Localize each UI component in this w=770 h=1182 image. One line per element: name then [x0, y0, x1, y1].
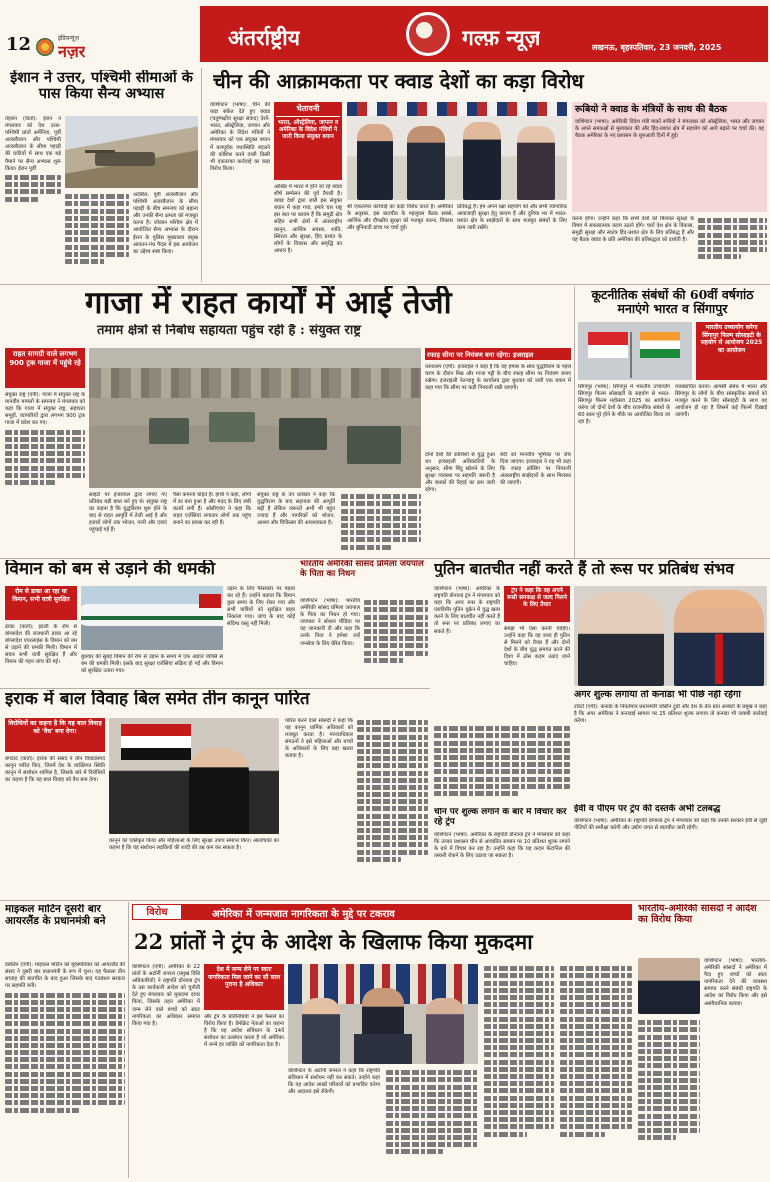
minister-1-shape: [357, 124, 393, 200]
lawsuit-col3: वाशिंगटन के अटॉर्नी जनरल ने कहा कि राष्ट्रपति संविधान में संशोधन नहीं कर सकते। उन्होंने कहा कि यह आदेश लाखों परिवारों को प्रभावित करेगा और अदालत इसे रोकेगी।: [288, 1068, 380, 1096]
canada-sub: ईवी व पीएम पर ट्रंप की दस्तकें अभी टलबद्ध: [574, 804, 721, 814]
flags-photo: [578, 322, 692, 380]
putin-body3: [434, 724, 570, 804]
quad-kicker-sub: भारत, ऑस्ट्रेलिया, जापान व अमेरिका के विदेश मंत्रियों ने जारी किया संयुक्त बयान: [277, 120, 339, 141]
singapore-kicker: भारतीय उच्चायोग करेगा सिंगापुर फिल्म सोसाइटी के सहयोग से आयोजन 2025 का आयोजन: [700, 324, 763, 354]
page-number: 12: [6, 34, 32, 55]
canada-body: टोरंटो (एपी): कनाडा के निवर्तमान प्रधानमंत्री जस्टिन ट्रूडो और देश के तेल प्रांत अल्बर्टा के प्रमुख ने कहा है कि अगर अमेरिका ने कनाडाई सामान पर 25 प्रतिशत शुल्क लगाया तो कनाडा भी जवाबी कार्रवाई करेगा।: [574, 704, 767, 725]
iran-col1: [65, 192, 129, 282]
singapore-headline: कूटनीतिक संबंधों की 60वीं वर्षगांठ मनाएंगे भारत व सिंगापुर: [591, 288, 754, 316]
india-flag-icon: [640, 332, 680, 358]
quad-mid: आखिर में भारत में होने जा रहे क्वाड शीर्ष सम्मेलन की पूर्व तैयारी है। क्वाड देशों द्वारा जारी इस संयुक्त बयान में कहा गया, हमारे चार राष्ट्र इस बात पर कायम हैं कि समुद्री क्षेत्र सहित सभी क्षेत्रों में अंतरराष्ट्रीय कानून, आर्थिक अवसर, शांति, स्थिरता और सुरक्षा, हिंद प्रशांत के लोगों के विकास और समृद्धि का आधार है।: [274, 184, 342, 254]
canada-sub-body: वाशिंगटन (भाषा): अमेरिका के राष्ट्रपति डोनाल्ड ट्रंप ने मंगलवार को कहा कि उनकी सरकार ईवी से जुड़ी नीतियों की समीक्षा करेगी और उद्योग जगत से बातचीत जारी रहेगी।: [574, 818, 767, 832]
rubio-headline: रूबियो ने क्वाड के मंत्रियों के साथ की बैठक: [575, 104, 727, 115]
lawsuit-col4: [386, 1068, 478, 1176]
plane-body2: बुधवार की सुबह विमान की रोम से उड़ान के समय में एक अज्ञात व्यक्ति से बम की धमकी मिली। इसके बाद सुरक्षा एजेंसियां सक्रिय हो गईं और विमान को सुरक्षित उतारा गया।: [81, 654, 223, 675]
story-jaipal: [300, 560, 428, 686]
quad-right-col: श्री एकतरफा कार्रवाई का कड़ा विरोध करते हैं। अमेरिका के अनुसार, इस बातचीत के पहलूवल बैठक सबसे, आर्थिक और दौपक्षीय सुरक्षा को मजबूत करना, विकास और बुनियादी ढांचा पर चर्चा हुई।: [347, 204, 453, 232]
rule: [0, 688, 430, 689]
putin-body: वाशिंगटन (भाषा): अमेरिका के राष्ट्रपति डोनाल्ड ट्रंप ने मंगलवार को कहा कि अगर रूस के राष्ट्रपति व्लादिमीर पुतिन यूक्रेन में युद्ध खत्म करने के लिए बातचीत नहीं करते हैं तो रूस पर प्रतिबंध लगाए जा सकते हैं।: [434, 586, 500, 635]
flag-row: [347, 102, 567, 116]
putin-body2: समझ भी ऐसा करनी चाहिए। उन्होंने कहा कि वह जल्द ही पुतिन से मिलने को तैयार हैं और दोनों देशों के बीच युद्ध समाप्त करने की दिशा में ठोस कदम उठाए जाने चाहिए।: [504, 626, 570, 668]
iran-col2: अर्देबील, पूर्वी अजरबैजान और पश्चिमी अजरबैजान के सीमा पहाड़ी के बीच समन्वय को बढ़ाना और उनकी सैन्य क्षमता को मजबूत करना है। जोरबन पश्चिम क्षेत्र में आयोजित सैन्य अभ्यास के दौरान ईरान के पुलिस मुख्यालय प्रमुख आयतन-गंध पैदल में इस आयोजन का उद्देश्य स्पष्ट किया।: [133, 192, 198, 255]
quad-right-col2: प्रतिबद्ध हैं। हम अपने रक्षा सहयोग को और सभी व्यापारिक आवाजाही सुरक्षा हेतु कायम हैं और दुनिया भर में भारत-प्रशांत क्षेत्र के साझेदारों के साथ मजबूत संबंधों के लिए काम जारी रखेंगे।: [457, 204, 567, 232]
iran-headline: ईशान ने उत्तर, पश्चिमी सीमाओं के पास किया सैन्य अभ्यास: [10, 70, 193, 103]
rule: [201, 68, 202, 282]
iraq-body: बगदाद (वार्ता): इराक की संसद ने तीन विवादास्पद कानून पारित किए, जिनमें देश के व्यक्तिगत स्थिति कानून में संशोधन शामिल है, जिसके बारे में विरोधियों का कहना है कि यह बाल विवाह को वैध बना देगा।: [5, 756, 105, 784]
china-tariff-body: वाशिंगटन (भाषा): अमेरिका के राष्ट्रपति डोनाल्ड ट्रंप ने मंगलवार को कहा कि उनका प्रशासन चीन से आयातित सामान पर 10 प्रतिशत शुल्क लगाने के बारे में विचार कर रहा है। उन्होंने कहा कि यह कदम फेंटानिल की तस्करी रोकने के लिए उठाया जा सकता है।: [434, 832, 570, 860]
truck-2-shape: [209, 412, 255, 442]
plane-headline: विमान को बम से उड़ाने की धमकी: [5, 560, 215, 579]
iraq-headline: इराक में बाल विवाह बिल समेत तीन कानून पारित: [5, 690, 310, 709]
singapore-body2: व्याख्यायित करना। आपसी संबंध में भारत और सिंगापुर के लोगों के बीच सांस्कृतिक संबंधों को मजबूत करने के लिए सोसाइटी के साथ यह आयोजन हो रहा है जिसमें कई फिल्में दिखाई जाएंगी।: [675, 384, 767, 419]
putin-kicker: ट्रंप ने कहा कि वह अपने रूसी समकक्ष से जल्द मिलने के लिए तैयार: [507, 588, 567, 609]
lawsuit-kicker-box: [204, 964, 284, 1010]
podium-shape: [354, 1034, 412, 1064]
globe-emblem-icon: [406, 12, 450, 56]
martin-body: डबलिन (एपी): माइकल मार्टिन को बृहस्पतिवार को आयरलैंड की संसद ने दूसरी बार प्रधानमंत्री के रूप में चुना। यह फैसला तीन सप्ताह की बातचीत के बाद हुआ जिसके बाद गठबंधन सरकार पर सहमति बनी।: [5, 962, 125, 1174]
rafah-body: यरुशलम (एपी): इजराइल ने कहा है कि वह हमास के साथ युद्धविराम के पहले चरण के दौरान मिस्र और गाजा पट्टी के बीच रफाह सीमा पर नियंत्रण बनाए रखेगा। इजराइली नेतन्याहू के कार्यालय द्वारा बुधवार को जारी एक बयान में कहा गया कि सीमा पर कड़ी निगरानी रखी जाएगी।: [425, 364, 571, 392]
story-gaza: [5, 286, 571, 556]
lawsuit-press-photo: [288, 964, 478, 1064]
story-martin: [5, 904, 125, 1174]
iran-lead: तेहरान (वार्ता): ईरान ने मंगलवार को देश उत्तर-पश्चिमी प्रांतों अर्मेनिया, पूर्वी अजरबैजान और पश्चिमी अजरबैजान के सीमा पहाड़ी की घाटियों में साथ एक बड़े पैमाने पर सैन्य अभ्यास शुरू किया। ईरान पूर्वी: [5, 116, 61, 282]
canada-headline: अगर शुल्क लगाया तो कनाडा भी पीछे नहीं रहेगा: [574, 690, 741, 700]
lawsuit-side-head: भारतीय-अमेरिकी सांसदों ने आदेश का विरोध किया: [638, 904, 757, 925]
dateline: लखनऊ, बृहस्पतिवार, 23 जनवरी, 2025: [592, 43, 722, 52]
trump-tie-shape: [715, 634, 723, 684]
story-iraq: [5, 690, 428, 898]
gaza-col2: पैसा कमाना चाहते हैं। हाथी ने कहा, लोगों में डर बना हुआ है और मदद के लिए लंबी कतारें लगी हैं। ओसीएचए ने कहा कि राहत एजेंसियां लगातार लोगों तक पहुंच बनाने का प्रयास कर रही हैं।: [173, 492, 251, 527]
lawsuit-body2: और ट्रंप के प्रतिनिधियों ने इस फैसले का विरोध किया है। डेमोक्रेट नेताओं का कहना है कि यह आदेश संविधान के 14वें संशोधन का उल्लंघन करता है जो अमेरिका में जन्मे हर व्यक्ति को नागरिकता देता है।: [204, 1014, 284, 1049]
singapore-kicker-box: [696, 322, 767, 380]
truck-4-shape: [347, 426, 401, 464]
section-left-title: अंतर्राष्ट्रीय: [228, 25, 300, 50]
quad-headline: चीन की आक्रामकता पर क्वाड देशों का कड़ा विरोध: [213, 70, 584, 93]
tank-gun-shape: [85, 150, 115, 153]
putin-headline: पुतिन बातचीत नहीं करते हैं तो रूस पर प्रतिबंध संभव: [434, 560, 734, 578]
rubio-body3: [698, 216, 767, 282]
rafah-col2: दोनों देशों की कोशिशों से युद्ध हुआ था। इजराइली अधिकारियों के अनुसार, सीमा बिंदु खोलने के लिए सुरक्षा व्यवस्था पर सहमति जरूरी है और बंधकों की रिहाई का क्रम जारी रहेगा।: [425, 452, 495, 494]
lawsuit-col5: [484, 964, 554, 1176]
iraq-col4: [357, 718, 428, 898]
section-right-title: गल्फ़ न्यूज़: [462, 25, 541, 50]
masthead: [0, 0, 770, 68]
plane-photo: [81, 586, 223, 650]
singapore-flag-icon: [588, 332, 628, 358]
jaipal-col2: [364, 598, 428, 686]
plane-body3: उड़ान के लिए पैरेंसकोर पर पहला कर रहे हैं। उन्होंने बताया कि विमान कुछ समय के लिए रोका गया और सभी यात्रियों को सुरक्षित बाहर निकाला गया। जांच के बाद कोई संदिग्ध वस्तु नहीं मिली।: [227, 586, 295, 628]
quad-kicker-box: [274, 102, 342, 180]
rafah-bar: रफाह सीमा पर नियंत्रण बना रहेगा: इजराइल: [425, 348, 571, 360]
person-right-shape: [426, 998, 464, 1064]
minister-4-shape: [517, 126, 555, 200]
rule: [574, 286, 575, 558]
truck-3-shape: [279, 418, 327, 450]
rule: [0, 900, 770, 901]
iraq-protest-photo: [109, 718, 279, 834]
plane-kicker-box: [5, 586, 77, 620]
story-lawsuit: [132, 904, 767, 1176]
story-iran: [5, 70, 198, 282]
gaza-sidebar-title: राहत सामग्री वाले लगभग 900 ट्रक गाजा में पहुंचे रहे: [9, 350, 81, 367]
rafah-col3: बंदी को मानवीय भूमिका पर जोर दिया जाएगा। इजराइल ने यह भी कहा कि रफाह क्रॉसिंग पर निगरानी अंतरराष्ट्रीय साझेदारों के साथ मिलकर की जाएगी।: [500, 452, 571, 487]
rubble-shape: [89, 368, 421, 398]
putin-portrait: [578, 592, 664, 686]
iraq-col2: कानून को एकीकृत किया और महिलाओं के लिए सुरक्षा उपाय समाप्त किए। आलोचकों का कहना है कि यह संशोधन लड़कियों की शादी की उम्र कम कर सकता है।: [109, 838, 279, 852]
quad-ministers-photo: [347, 102, 567, 200]
story-plane: [5, 560, 295, 686]
rule: [0, 284, 770, 285]
plane-stripe-shape: [81, 616, 223, 620]
plane-tail-red-shape: [199, 594, 221, 608]
plane-body: ढाका (वार्ता): इटली के रोम से बांग्लादेश की राजधानी ढाका आ रहे बांग्लादेश एयरलाइंस के विमान को बम से उड़ाने की धमकी मिली। विमान में सवार सभी यात्री सुरक्षित हैं और विमान की गहन जांच की गई।: [5, 624, 77, 666]
lawsuit-body: वाशिंगटन (एपी): अमेरिका के 22 प्रांतों के अटॉर्नी जनरल (प्रमुख विधि अधिकारियों) ने राष्ट्रपति डोनाल्ड ट्रंप के उस कार्यकारी आदेश को चुनौती देते हुए मंगलवार को मुकदमा दायर किया, जिसके तहत अमेरिका में जन्म लेने वाले बच्चों को स्वतः नागरिकता का अधिकार समाप्त किया गया है।: [132, 964, 200, 1027]
lawsuit-bar-tag: विरोध: [132, 904, 182, 920]
rule: [0, 558, 770, 559]
gaza-col1: साइटों पर इजरायल द्वारा लगाए गए प्रतिबंध बड़ी बाधा बने हुए थे। संयुक्त राष्ट्र का कहना है कि युद्धविराम शुरू होने के बाद से राहत आपूर्ति में तेजी आई है और हजारों लोगों तक भोजन, पानी और दवाएं पहुंचाई गई हैं।: [89, 492, 167, 534]
rubio-box: [572, 102, 767, 212]
side-portrait-photo: [638, 958, 700, 1014]
iraq-flag-shape: [121, 724, 191, 760]
plane-kicker: रोम से डाका आ रहा था विमान, सभी यात्री सुरक्षित: [12, 588, 70, 603]
section-banner: [200, 6, 768, 62]
iraq-kicker: विरोधियों का कहना है कि यह बाल विवाह को 'वैध' बना देगा।: [8, 720, 102, 735]
protester-shape: [189, 748, 249, 834]
lawsuit-headline: 22 प्रांतों ने ट्रंप के आदेश के खिलाफ किया मुकदमा: [134, 930, 533, 954]
story-singapore: [578, 288, 767, 556]
singapore-body: सिंगापुर (भाषा): सिंगापुर में भारतीय उच्चायोग सिंगापुर फिल्म सोसाइटी के सहयोग से भारत-सिंगापुर फिल्म महोत्सव 2025 का आयोजन करेगा जो दोनों देशों के बीच राजनयिक संबंधों के 60 साल पूरे होने के मौके पर आयोजित किया जा रहा है।: [578, 384, 670, 426]
story-canada: [574, 690, 767, 898]
truck-1-shape: [149, 418, 189, 444]
quad-lead: वाशिंगटन (भाषा): चीन की कड़ा संकेत देते हुए क्वाड (चतुष्पक्षीय सुरक्षा संवाद) देशों-भारत, ऑस्ट्रेलिया, जापान और अमेरिका के विदेश मंत्रियों ने मंगलवार को एक संयुक्त बयान में बलपूर्वक यथास्थिति बदलने की कोशिश करने वाली किसी भी एकतरफा कार्रवाई का कड़ा विरोध किया।: [210, 102, 270, 172]
quad-kicker: चेतावनी: [276, 104, 340, 117]
gaza-sidebar-kicker: [5, 348, 85, 388]
logo-emblem-icon: [36, 38, 54, 56]
jaipal-body: वाशिंगटन (भाषा): भारतीय अमेरिकी सांसद प्रमिला जयपाल के पिता का निधन हो गया। जयपाल ने सोशल मीडिया पर यह जानकारी दी और कहा कि उनके पिता ने हमेशा उन्हें जनसेवा के लिए प्रेरित किया।: [300, 598, 360, 647]
iraq-kicker-box: [5, 718, 105, 752]
story-quad: [205, 70, 767, 282]
gaza-subhead: तमाम क्षेत्रों से निर्बाध सहायता पहुंच रही है : संयुक्त राष्ट्र: [97, 324, 361, 338]
lawsuit-kicker: देश में जन्म लेने पर स्वतः नागरिकता मिल जाने का सौ साल पुराना है अधिकार: [207, 966, 281, 988]
logo-main-text: नज़र: [58, 42, 86, 61]
minister-3-shape: [463, 122, 501, 200]
gaza-sidebar-body: संयुक्त राष्ट्र (एपी): गाजा में संयुक्त राष्ट्र के मानवीय मामलों के समन्वय ने मंगलवार को कहा कि गाजा में संयुक्त राष्ट्र, सहायता समूहों, व्यापारियों द्वारा लगभग 900 ट्रक गाजा में प्रवेश कर गए।: [5, 392, 85, 556]
gaza-col3: संयुक्त राष्ट्र के उप प्रवक्ता ने कहा कि युद्धविराम के बाद सहायता की आपूर्ति बढ़ी है लेकिन जरूरतें अभी भी बहुत ज्यादा हैं और नागरिकों को भोजन, आश्रय और चिकित्सा की आवश्यकता है।: [257, 492, 335, 527]
person-left-shape: [302, 998, 340, 1064]
iran-military-photo: [65, 116, 198, 188]
minister-2-shape: [407, 126, 445, 200]
story-china-tariff: [434, 724, 570, 898]
gaza-headline: गाजा में राहत कार्यों में आई तेजी: [85, 286, 452, 321]
martin-headline: माइकल मार्टिन दूसरी बार आयरलैंड के प्रधानमंत्री बने: [5, 904, 106, 927]
putin-kicker-box: [504, 586, 570, 622]
rule: [128, 902, 129, 1178]
gaza-col4: [341, 492, 421, 556]
lawsuit-side: [638, 904, 767, 1176]
gaza-trucks-photo: [89, 348, 421, 488]
lawsuit-col6: [560, 964, 632, 1176]
china-tariff-headline: चीन पर शुल्क लगाने के बारे में विचार कर रहे ट्रंप: [434, 808, 567, 827]
rubio-body2: करना होगा। उन्होंने कहा कि सभी देशों को मिलकर सुरक्षा के विषय में सकारात्मक कदम उठाने होंगे। चारों देश क्षेत्र के विकास, समुद्री सुरक्षा और स्वतंत्र हिंद-प्रशांत क्षेत्र के लिए प्रतिबद्ध हैं और यह बैठक क्वाड के प्रति अमेरिका की प्रतिबद्धता को दर्शाती है।: [572, 216, 694, 244]
lawsuit-side-col: [638, 1018, 700, 1176]
rubio-body: वाशिंगटन (भाषा): अमेरिकी विदेश मंत्री मार्को रूबियो ने मंगलवार को ऑस्ट्रेलिया, भारत और जापान के अपने समकक्षों से मुलाकात की और हिंद-प्रशांत क्षेत्र में सहयोग को आगे बढ़ाने पर चर्चा की। यह बैठक अमेरिका के नए प्रशासन के शुरुआती दिनों में हुई।: [575, 118, 764, 139]
jaipal-headline: भारतीय अमेरिकी सांसद प्रमिला जयपाल के पिता का निधन: [300, 560, 424, 579]
logo-top-text: इंडियन्यूज़: [58, 35, 79, 42]
lawsuit-side-body: वाशिंगटन (भाषा): भारतीय-अमेरिकी सांसदों ने अमेरिका में पैदा हुए बच्चों को स्वतः नागरिकता देने की व्यवस्था समाप्त करने संबंधी राष्ट्रपति के आदेश का विरोध किया और इसे असंवैधानिक बताया।: [704, 958, 767, 1007]
lawsuit-bar: [132, 904, 632, 920]
putin-trump-photo: [574, 586, 767, 686]
iraq-col3: पारित करने वाले सांसदों ने कहा कि यह कानून धार्मिक अधिकारों को मजबूत करता है। मानवाधिकार संगठनों ने इसे महिलाओं और बच्चों के अधिकारों के लिए बड़ा खतरा बताया है।: [285, 718, 353, 760]
tank-shape: [95, 152, 155, 166]
lawsuit-bar-text: अमेरिका में जन्मजात नागरिकता के मुद्दे पर टकराव: [212, 909, 395, 920]
flag-pole-shape: [630, 332, 632, 378]
